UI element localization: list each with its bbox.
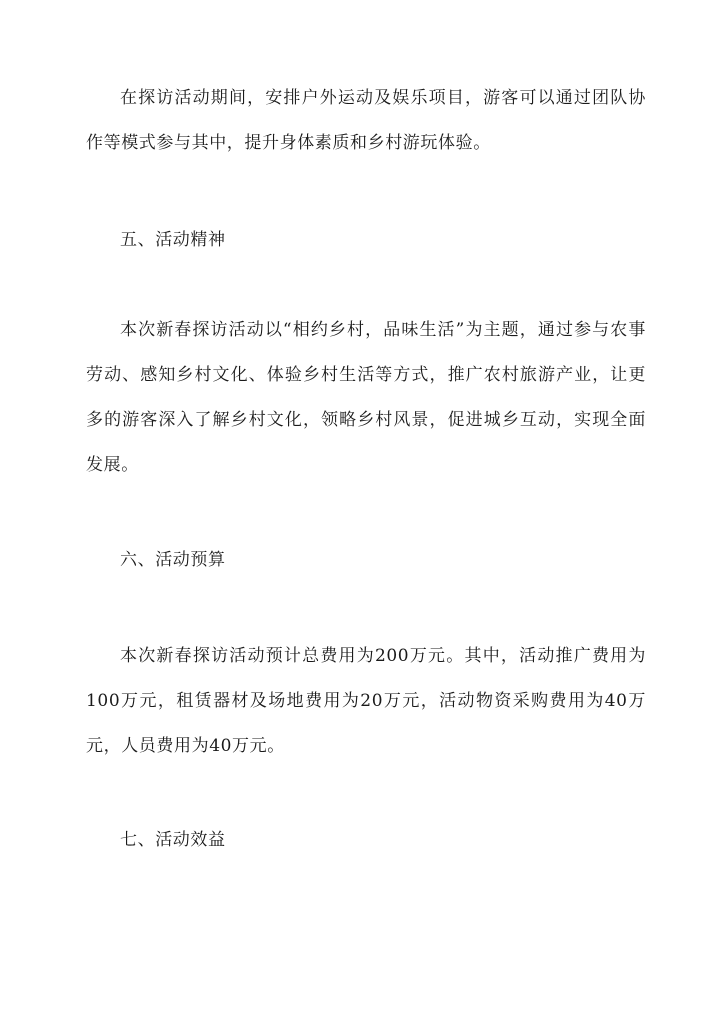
section-heading-activity-spirit: 五、活动精神 bbox=[120, 230, 226, 250]
paragraph-activity-spirit: 本次新春探访活动以“相约乡村，品味生活”为主题，通过参与农事劳动、感知乡村文化、体验乡村生活等方式，推广农村旅游产业，让更多的游客深入了解乡村文化，领略乡村风景，促进城乡互动，实现全面发展。 bbox=[86, 320, 646, 475]
paragraph-outdoor-activities: 在探访活动期间，安排户外运动及娱乐项目，游客可以通过团队协作等模式参与其中，提升身体素质和乡村游玩体验。 bbox=[86, 88, 646, 153]
section-heading-activity-benefits: 七、活动效益 bbox=[120, 830, 226, 850]
section-heading-activity-budget: 六、活动预算 bbox=[120, 550, 226, 570]
paragraph-activity-budget: 本次新春探访活动预计总费用为200万元。其中，活动推广费用为100万元，租赁器材及场地费用为20万元，活动物资采购费用为40万元，人员费用为40万元。 bbox=[86, 646, 646, 756]
